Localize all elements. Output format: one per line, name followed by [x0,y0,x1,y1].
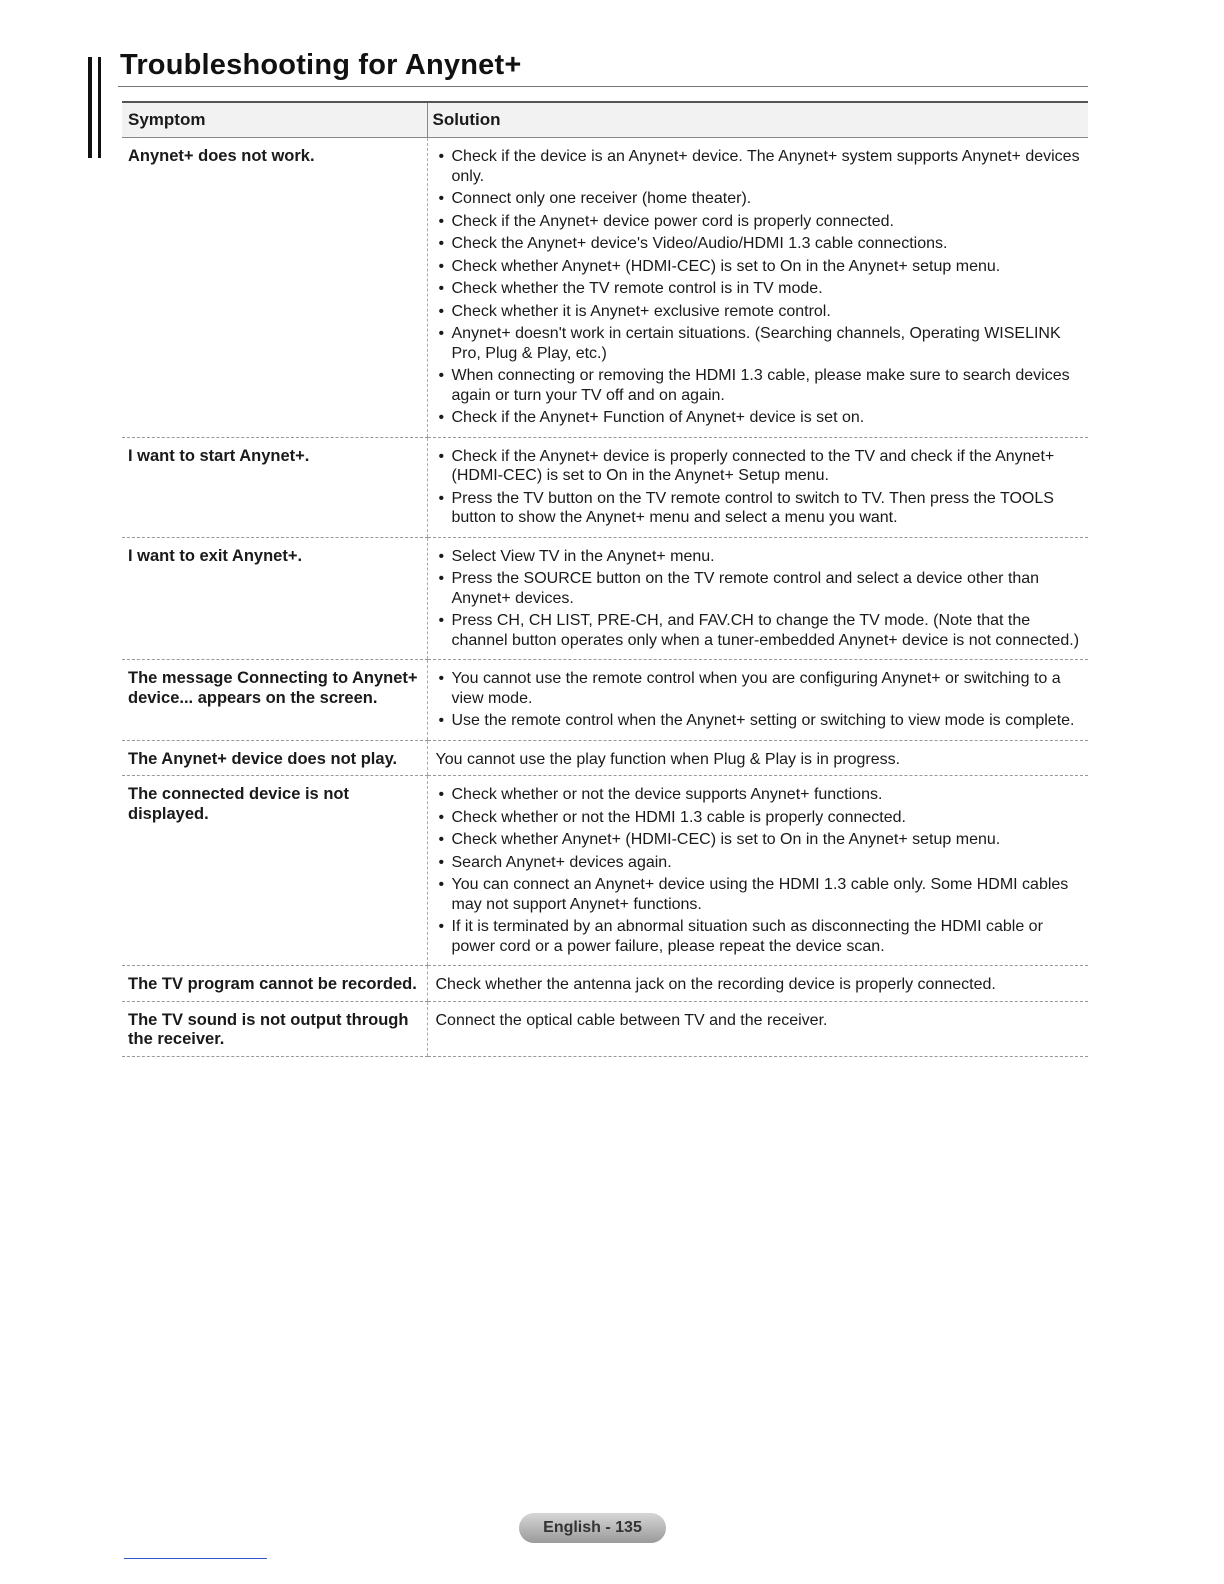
solution-item: • Search Anynet+ devices again. [436,853,1085,873]
solution-item: • Check whether or not the device supports Anynet+ functions. [436,785,1085,805]
solution-item: • You can connect an Anynet+ device using the HDMI 1.3 cable only. Some HDMI cables may not support Anynet+ functions. [436,875,1085,914]
solution-text: You cannot use the play function when Plug & Play is in progress. [435,750,901,768]
table-header-row [122,102,1088,138]
solution-list [436,447,1085,528]
solution-item: • Use the remote control when the Anynet+ setting or switching to view mode is complete. [436,711,1085,731]
table-row [122,1001,1088,1056]
solution-item: • Check if the Anynet+ device power cord is properly connected. [436,212,1085,232]
troubleshooting-table [122,101,1088,1057]
solution-item: • Check if the Anynet+ Function of Anynet+ device is set on. [436,408,1085,428]
solution-item: • Press the TV button on the TV remote control to switch to TV. Then press the TOOLS button to show the Anynet+ menu and select a menu you want. [436,489,1085,528]
solution-text: Connect the optical cable between TV and the receiver. [435,1011,828,1029]
solution-cell [427,966,1088,1002]
solution-item: • Press the SOURCE button on the TV remote control and select a device other than Anynet+ devices. [436,569,1085,608]
solution-cell [427,138,1088,438]
solution-item: • If it is terminated by an abnormal situation such as disconnecting the HDMI cable or power cord or a power failure, please repeat the device scan. [436,917,1085,956]
solution-list [436,547,1085,651]
footer-rule [124,1558,267,1559]
solution-item: • Check whether it is Anynet+ exclusive remote control. [436,302,1085,322]
symptom-cell: I want to start Anynet+. [122,437,427,537]
symptom-cell: I want to exit Anynet+. [122,537,427,660]
solution-list [436,147,1085,428]
table-row [122,537,1088,660]
solution-cell [427,776,1088,966]
page-number-badge: English - 135 [519,1513,666,1543]
solution-item: • Check whether the TV remote control is in TV mode. [436,279,1085,299]
solution-item: • Select View TV in the Anynet+ menu. [436,547,1085,567]
solution-item: • Connect only one receiver (home theater). [436,189,1085,209]
table-row [122,660,1088,741]
solution-item: • Check the Anynet+ device's Video/Audio/HDMI 1.3 cable connections. [436,234,1085,254]
title-divider [118,86,1088,87]
symptom-cell: The Anynet+ device does not play. [122,740,427,776]
symptom-cell: The message Connecting to Anynet+ device... appears on the screen. [122,660,427,741]
table-row [122,776,1088,966]
solution-item: • Check whether Anynet+ (HDMI-CEC) is set to On in the Anynet+ setup menu. [436,257,1085,277]
solution-item: • Check whether or not the HDMI 1.3 cable is properly connected. [436,808,1085,828]
symptom-cell: Anynet+ does not work. [122,138,427,438]
solution-item: • Check if the Anynet+ device is properly connected to the TV and check if the Anynet+ (HDMI-CEC) is set to On in the Anynet+ Setup menu. [436,447,1085,486]
header-symptom: Symptom [122,102,427,138]
solution-item: • Check if the device is an Anynet+ device. The Anynet+ system supports Anynet+ devices only. [436,147,1085,186]
solution-item: • When connecting or removing the HDMI 1.3 cable, please make sure to search devices again or turn your TV off and on again. [436,366,1085,405]
solution-text: Check whether the antenna jack on the recording device is properly connected. [435,976,996,993]
solution-cell [427,1001,1088,1056]
solution-item: • Press CH, CH LIST, PRE-CH, and FAV.CH to change the TV mode. (Note that the channel button operates only when a tuner-embedded Anynet+ device is not connected.) [436,611,1085,650]
table-row [122,437,1088,537]
symptom-cell: The TV sound is not output through the receiver. [122,1001,427,1056]
symptom-cell: The connected device is not displayed. [122,776,427,966]
solution-item: • Anynet+ doesn't work in certain situations. (Searching channels, Operating WISELINK Pro, Plug & Play, etc.) [436,324,1085,363]
solution-cell [427,437,1088,537]
solution-item: • You cannot use the remote control when you are configuring Anynet+ or switching to a view mode. [436,669,1085,708]
solution-list [436,785,1085,956]
solution-list [436,669,1085,731]
section-marker-bar [88,57,92,158]
solution-cell [427,660,1088,741]
section-marker-bar [98,57,101,158]
solution-cell [427,740,1088,776]
table-row [122,138,1088,438]
table-row [122,740,1088,776]
page-title: Troubleshooting for Anynet+ [120,49,522,81]
solution-item: • Check whether Anynet+ (HDMI-CEC) is set to On in the Anynet+ setup menu. [436,830,1085,850]
symptom-cell: The TV program cannot be recorded. [122,966,427,1002]
solution-cell [427,537,1088,660]
header-solution: Solution [427,102,1088,138]
table-row [122,966,1088,1002]
